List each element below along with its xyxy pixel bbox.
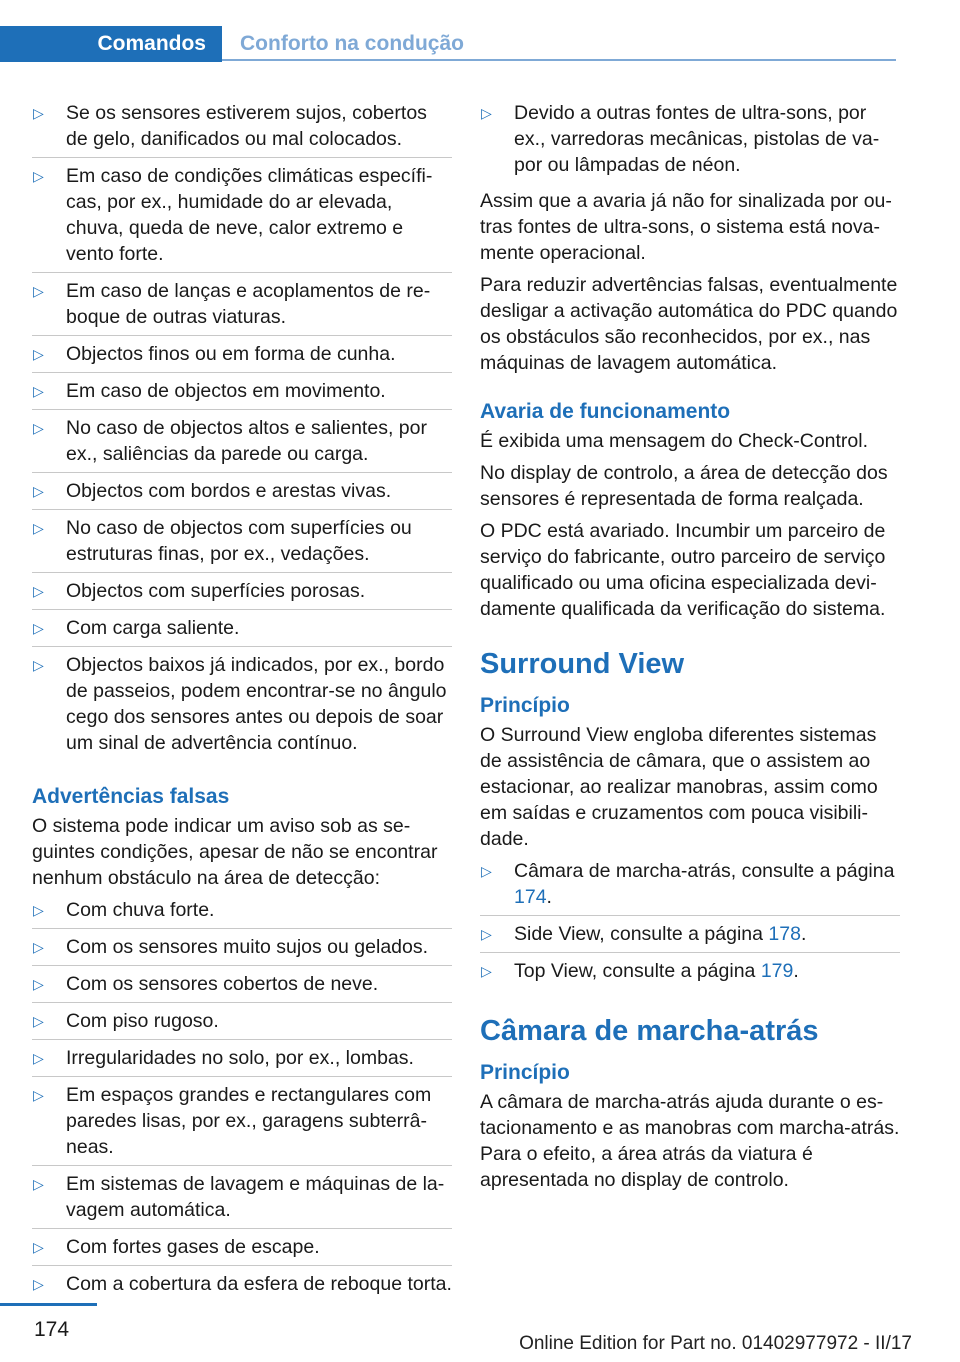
section-surround-view: Surround View: [480, 648, 685, 680]
triangle-bullet-icon: ▷: [33, 1239, 44, 1255]
triangle-bullet-icon: ▷: [33, 620, 44, 636]
list-item: ▷ Se os sensores estiverem sujos, cobertos de gelo, danificados ou mal colocados.: [32, 100, 452, 158]
triangle-bullet-icon: ▷: [33, 1013, 44, 1029]
camera-systems-list: [480, 858, 900, 989]
list-item: ▷ No caso de objectos com superfícies ou estruturas finas, por ex., vedações.: [32, 515, 452, 573]
page-link-178[interactable]: 178: [768, 923, 801, 945]
list-item: ▷ Devido a outras fontes de ultra-sons, por ex., varredoras mecânicas, pistolas de vapor ou lâmpadas de néon.: [481, 102, 880, 176]
section-camara-de-marcha-atras: Câmara de marcha-atrás: [480, 1015, 819, 1047]
page-number-rule: [0, 1303, 97, 1306]
paragraph: No display de controlo, a área de detecção dos sensores é representada de forma realçada.: [480, 462, 888, 510]
list-item: ▷ Câmara de marcha-atrás, consulte a página 174.: [480, 858, 900, 916]
sensor-limitations-list: [32, 100, 452, 761]
triangle-bullet-icon: ▷: [33, 105, 44, 121]
triangle-bullet-icon: ▷: [33, 1176, 44, 1192]
paragraph: O sistema pode indicar um aviso sob as seguintes condições, apesar de não se encontrar nenhum obstáculo na área de detecção:: [32, 815, 438, 889]
triangle-bullet-icon: ▷: [33, 283, 44, 299]
triangle-bullet-icon: ▷: [33, 939, 44, 955]
paragraph: É exibida uma mensagem do Check-Control.: [480, 430, 869, 452]
page-link-179[interactable]: 179: [760, 960, 794, 982]
triangle-bullet-icon: ▷: [33, 976, 44, 992]
false-warnings-list: [32, 897, 452, 1302]
triangle-bullet-icon: ▷: [481, 963, 492, 979]
paragraph: Para reduzir advertências falsas, eventualmente desligar a activação automática do PDC quando os obstáculos são reconhecidos, por ex., nas máquinas de lavagem automática.: [480, 274, 898, 374]
header-rule: [222, 59, 896, 61]
triangle-bullet-icon: ▷: [33, 420, 44, 436]
page-link-174[interactable]: 174: [514, 886, 547, 908]
list-item: ▷ Em espaços grandes e rectangulares com paredes lisas, por ex., garagens subterrâneas.: [32, 1082, 452, 1166]
tab-conforto-na-conducao[interactable]: Conforto na condução: [240, 32, 464, 55]
paragraph: O Surround View engloba diferentes sistemas de assistência de câmara, que o assistem ao estacionar, ao realizar manobras, assim como em saídas e cruzamentos com pouca visibilidade.: [480, 724, 878, 850]
list-item: ▷ No caso de objectos altos e salientes, por ex., saliências da parede ou carga.: [32, 415, 452, 473]
list-item: ▷ Com a cobertura da esfera de reboque torta.: [33, 1273, 452, 1295]
triangle-bullet-icon: ▷: [33, 520, 44, 536]
triangle-bullet-icon: ▷: [33, 346, 44, 362]
page-number: 174: [34, 1318, 70, 1341]
list-item: ▷ Com os sensores cobertos de neve.: [32, 971, 452, 1003]
list-item: ▷ Side View, consulte a página 178.: [480, 921, 900, 953]
list-item: ▷ Com carga saliente.: [32, 615, 452, 647]
triangle-bullet-icon: ▷: [33, 483, 44, 499]
list-item: ▷ Objectos com bordos e arestas vivas.: [32, 478, 452, 510]
list-item: ▷ Com piso rugoso.: [32, 1008, 452, 1040]
list-item: ▷ Com fortes gases de escape.: [32, 1234, 452, 1266]
tab-comandos[interactable]: Comandos: [0, 26, 222, 62]
paragraph: Assim que a avaria já não for sinalizada por outras fontes de ultra-sons, o sistema está novamente operacional.: [480, 190, 892, 264]
triangle-bullet-icon: ▷: [481, 926, 492, 942]
heading-avaria-de-funcionamento: Avaria de funcionamento: [480, 400, 731, 423]
list-item: ▷ Em caso de condições climáticas específicas, por ex., humidade do ar elevada, chuva, queda de neve, calor extremo e vento forte.: [32, 163, 452, 273]
triangle-bullet-icon: ▷: [33, 383, 44, 399]
triangle-bullet-icon: ▷: [33, 583, 44, 599]
triangle-bullet-icon: ▷: [481, 863, 492, 879]
triangle-bullet-icon: ▷: [33, 902, 44, 918]
list-item: ▷ Objectos com superfícies porosas.: [32, 578, 452, 610]
list-item: ▷ Objectos finos ou em forma de cunha.: [32, 341, 452, 373]
list-item: ▷ Top View, consulte a página 179.: [481, 960, 799, 982]
paragraph: A câmara de marcha-atrás ajuda durante o estacionamento e as manobras com marcha-atrás. Para o efeito, a área atrás da viatura é apresentada no display de controlo.: [480, 1091, 900, 1191]
triangle-bullet-icon: ▷: [33, 1276, 44, 1292]
triangle-bullet-icon: ▷: [33, 1050, 44, 1066]
right-column: [480, 100, 900, 1199]
list-item: ▷ Em sistemas de lavagem e máquinas de lavagem automática.: [32, 1171, 452, 1229]
list-item: ▷ Objectos baixos já indicados, por ex., bordo de passeios, podem encontrar-se no ângulo cego dos sensores antes ou depois de soar um sinal de advertência contínuo.: [33, 654, 447, 754]
left-column: [32, 100, 452, 1307]
list-item: ▷ Em caso de objectos em movimento.: [32, 378, 452, 410]
ultrasound-list: [480, 100, 900, 183]
heading-principio: Princípio: [480, 1061, 570, 1084]
page-header: [0, 0, 960, 62]
list-item: ▷ Irregularidades no solo, por ex., lombas.: [32, 1045, 452, 1077]
heading-advertencias-falsas: Advertências falsas: [32, 785, 230, 808]
triangle-bullet-icon: ▷: [481, 105, 492, 121]
heading-principio: Princípio: [480, 694, 570, 717]
edition-footer: Online Edition for Part no. 01402977972 - II/17: [519, 1333, 912, 1354]
list-item: ▷ Com chuva forte.: [32, 897, 452, 929]
triangle-bullet-icon: ▷: [33, 657, 44, 673]
triangle-bullet-icon: ▷: [33, 168, 44, 184]
list-item: ▷ Com os sensores muito sujos ou gelados.: [32, 934, 452, 966]
list-item: ▷ Em caso de lanças e acoplamentos de reboque de outras viaturas.: [32, 278, 452, 336]
triangle-bullet-icon: ▷: [33, 1087, 44, 1103]
paragraph: O PDC está avariado. Incumbir um parceiro de serviço do fabricante, outro parceiro de serviço qualificado ou uma oficina especializada devidamente qualificada da verificação do sistema.: [480, 520, 886, 620]
